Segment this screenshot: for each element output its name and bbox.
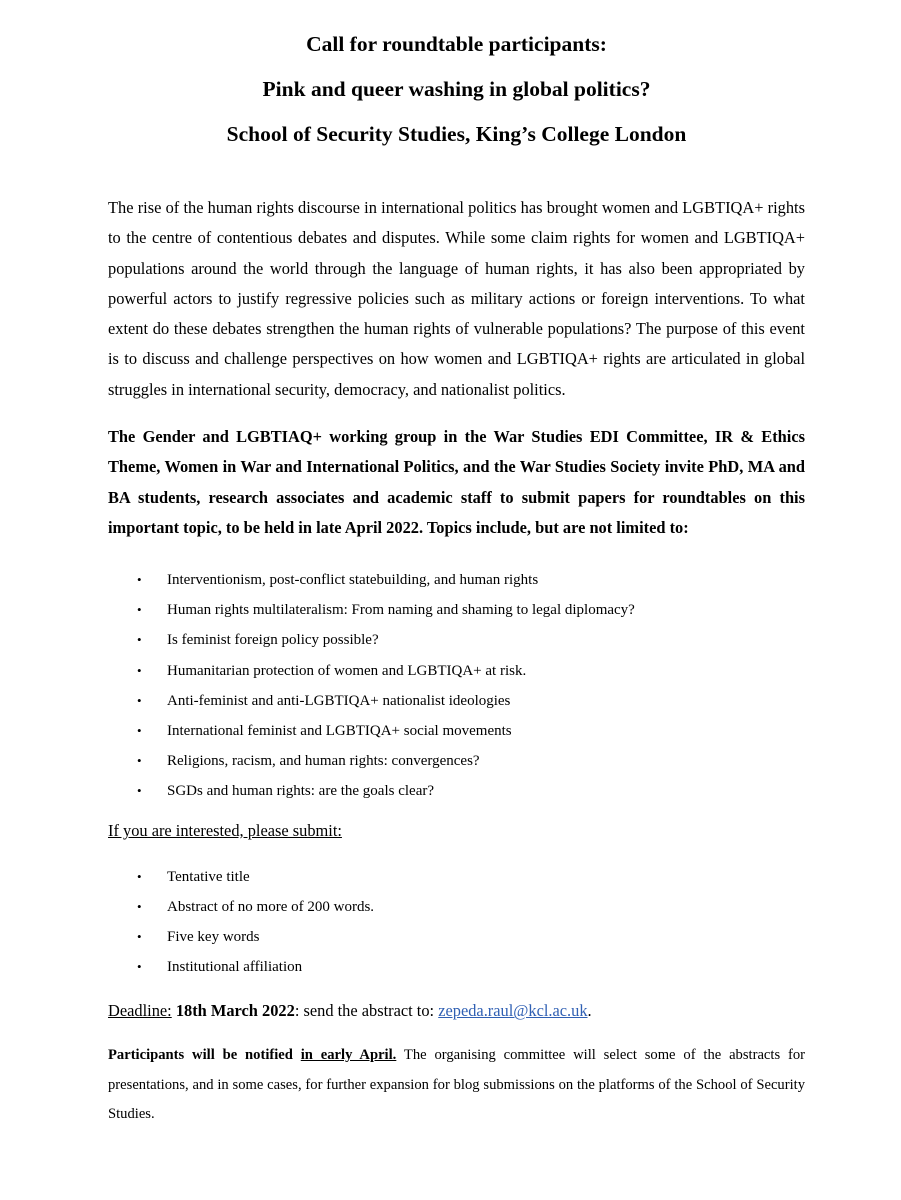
list-item bbox=[108, 952, 805, 982]
bullet-icon: • bbox=[137, 692, 142, 708]
bullet-icon: • bbox=[137, 632, 142, 648]
submit-item-text: Tentative title bbox=[167, 869, 250, 886]
notification-bold: Participants will be notified bbox=[108, 1047, 301, 1064]
deadline-end: . bbox=[587, 1001, 592, 1021]
email-link[interactable]: zepeda.raul@kcl.ac.uk bbox=[438, 1001, 588, 1021]
topic-text: SGDs and human rights: are the goals clear? bbox=[167, 782, 435, 799]
notification-rest: The organising committee will select some of the abstracts for presentations, and in some cases, for further expansion for blog submissions on the platforms of the School of Security Studies. bbox=[108, 1047, 806, 1123]
intro-paragraph: The rise of the human rights discourse in international politics has brought women and LGBTIQA+ rights to the centre of contentious debates and disputes. While some claim rights for women and LGBTIQA+ populations around the world through the language of human rights, it has also been appropriated by powerful actors to justify regressive policies such as military actions or foreign interventions. To what extent do these debates strengthen the human rights of vulnerable populations? The purpose of this event is to discuss and challenge perspectives on how women and LGBTIQA+ rights are articulated in global struggles in international security, democracy, and nationalist politics. bbox=[108, 198, 805, 399]
deadline-label: Deadline: bbox=[108, 1001, 172, 1021]
submit-list bbox=[108, 862, 805, 982]
topic-text: International feminist and LGBTIQA+ social movements bbox=[167, 722, 512, 739]
deadline-text: : send the abstract to: bbox=[294, 1001, 439, 1021]
topic-text: Humanitarian protection of women and LGBTIQA+ at risk. bbox=[167, 662, 527, 679]
bullet-icon: • bbox=[137, 782, 142, 798]
topic-text: Anti-feminist and anti-LGBTIQA+ nationalist ideologies bbox=[167, 692, 511, 709]
submit-item-text: Institutional affiliation bbox=[167, 959, 303, 976]
bullet-icon: • bbox=[137, 572, 142, 588]
list-item bbox=[108, 862, 805, 892]
submit-item-text: Abstract of no more of 200 words. bbox=[167, 899, 375, 916]
list-item bbox=[108, 892, 805, 922]
document-page bbox=[108, 22, 805, 1130]
bullet-icon: • bbox=[137, 959, 142, 975]
list-item bbox=[108, 922, 805, 952]
topic-text: Is feminist foreign policy possible? bbox=[167, 632, 379, 649]
submit-heading: If you are interested, please submit: bbox=[108, 821, 342, 841]
list-item bbox=[108, 776, 805, 806]
title-line-1: Call for roundtable participants: bbox=[306, 32, 607, 56]
bullet-icon: • bbox=[137, 899, 142, 915]
list-item bbox=[108, 565, 805, 595]
notification-bold-underlined: in early April. bbox=[300, 1047, 397, 1064]
list-item bbox=[108, 686, 805, 716]
bullet-icon: • bbox=[137, 869, 142, 885]
list-item bbox=[108, 746, 805, 776]
topic-text: Interventionism, post-conflict statebuilding, and human rights bbox=[167, 572, 539, 589]
bullet-icon: • bbox=[137, 662, 142, 678]
topic-text: Religions, racism, and human rights: convergences? bbox=[167, 752, 480, 769]
bullet-icon: • bbox=[137, 752, 142, 768]
bullet-icon: • bbox=[137, 929, 142, 945]
submit-item-text: Five key words bbox=[167, 929, 260, 946]
bullet-icon: • bbox=[137, 602, 142, 618]
title-line-3: School of Security Studies, King’s College London bbox=[226, 122, 687, 146]
bullet-icon: • bbox=[137, 722, 142, 738]
deadline-date: 18th March 2022 bbox=[175, 1001, 295, 1021]
deadline-line bbox=[108, 996, 805, 1026]
notification-paragraph bbox=[108, 1041, 805, 1130]
title-block bbox=[108, 22, 805, 157]
list-item bbox=[108, 716, 805, 746]
list-item bbox=[108, 625, 805, 655]
list-item bbox=[108, 656, 805, 686]
title-line-2: Pink and queer washing in global politics? bbox=[262, 77, 651, 101]
invitation-paragraph: The Gender and LGBTIAQ+ working group in the War Studies EDI Committee, IR & Ethics Theme, Women in War and International Politics, and the War Studies Society invite PhD, MA and BA students, research associates and academic staff to submit papers for roundtables on this important topic, to be held in late April 2022. Topics include, but are not limited to: bbox=[108, 427, 805, 537]
list-item bbox=[108, 595, 805, 625]
topics-list bbox=[108, 565, 805, 806]
topic-text: Human rights multilateralism: From naming and shaming to legal diplomacy? bbox=[167, 602, 635, 619]
